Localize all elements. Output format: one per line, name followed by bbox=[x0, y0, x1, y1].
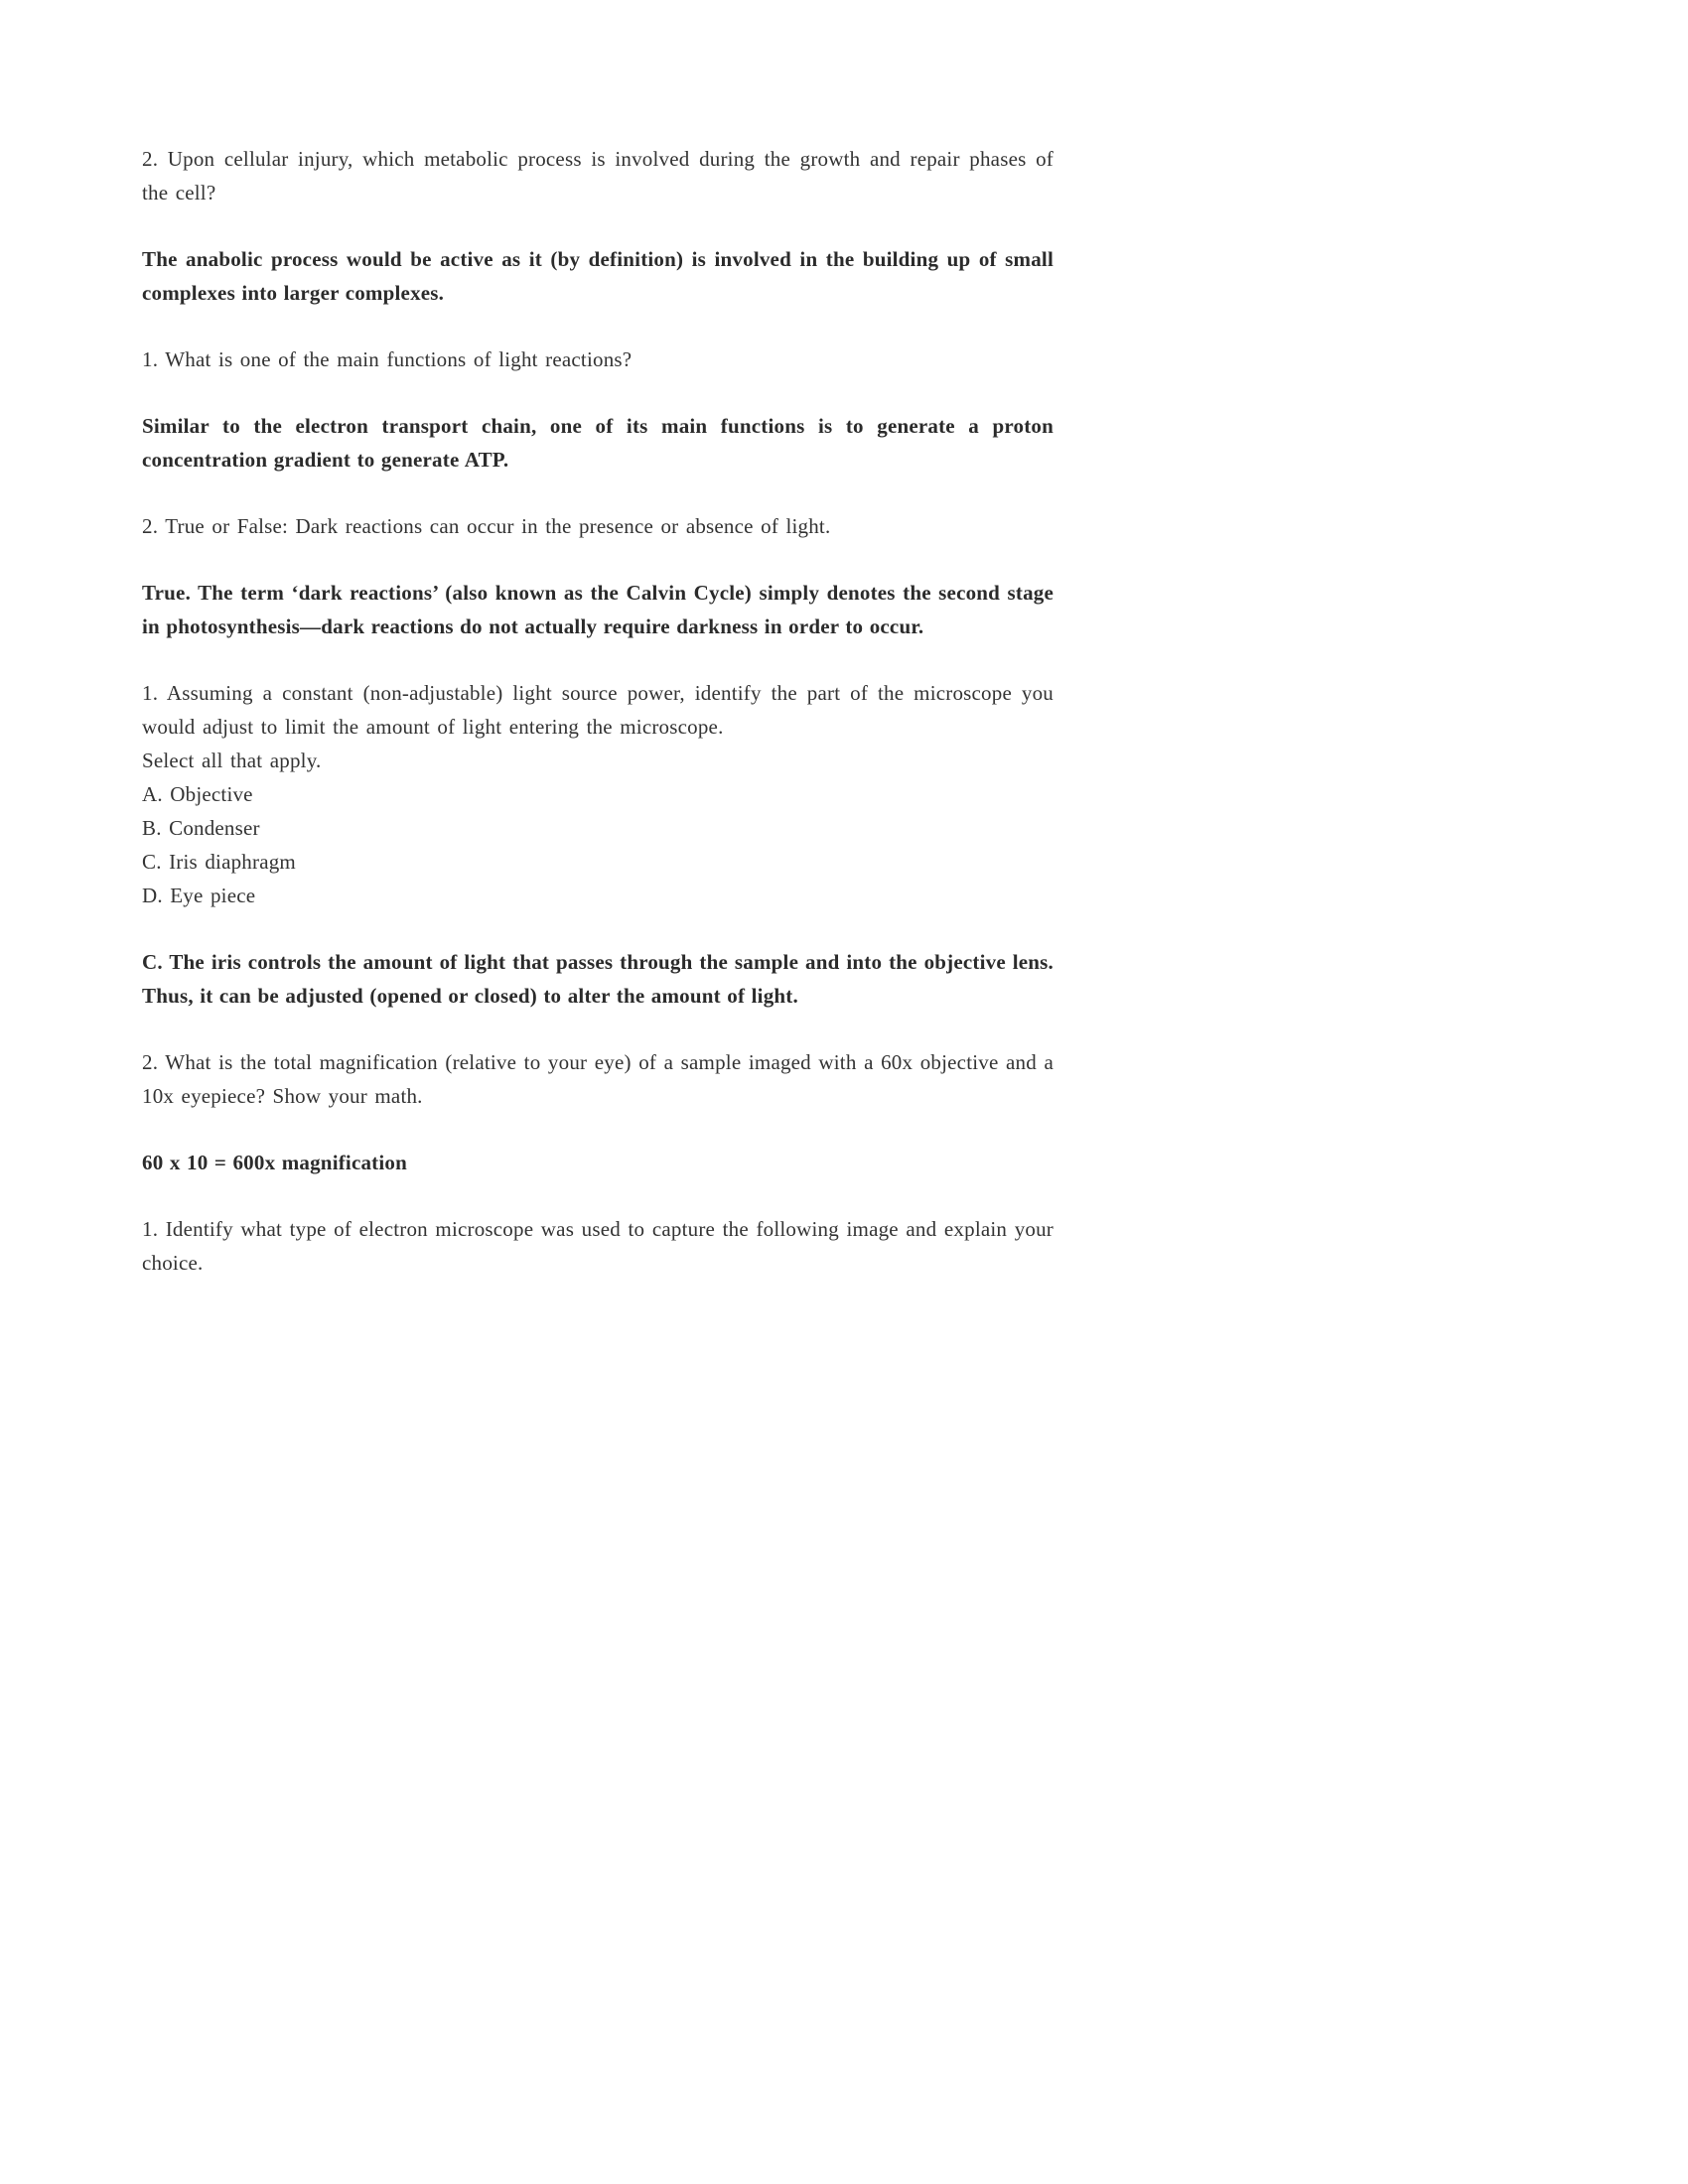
text-line: B. Condenser bbox=[142, 816, 260, 840]
text-line: C. Iris diaphragm bbox=[142, 850, 296, 874]
question-paragraph bbox=[142, 342, 1054, 376]
question-paragraph bbox=[142, 1045, 1054, 1113]
text-line: 2. What is the total magnification (relative to your eye) of a sample imaged with a 60x objective and a 10x eyepiece? Show your math. bbox=[142, 1050, 1054, 1108]
text-line: A. Objective bbox=[142, 782, 253, 806]
text-line: True. The term ‘dark reactions’ (also known as the Calvin Cycle) simply denotes the second stage in photosynthesis—dark reactions do not actually require darkness in order to occur. bbox=[142, 581, 1054, 638]
answer-paragraph bbox=[142, 242, 1054, 310]
question-paragraph bbox=[142, 676, 1054, 912]
text-line: D. Eye piece bbox=[142, 884, 256, 907]
text-line: The anabolic process would be active as it (by definition) is involved in the building up of small complexes into larger complexes. bbox=[142, 247, 1054, 305]
text-line: Select all that apply. bbox=[142, 749, 322, 772]
answer-paragraph bbox=[142, 945, 1054, 1013]
question-paragraph bbox=[142, 1212, 1054, 1280]
answer-paragraph bbox=[142, 1146, 1054, 1179]
question-paragraph bbox=[142, 509, 1054, 543]
text-line: 1. Assuming a constant (non-adjustable) light source power, identify the part of the microscope you would adjust to limit the amount of light entering the microscope. bbox=[142, 681, 1054, 739]
document-page bbox=[142, 142, 1054, 1312]
text-line: C. The iris controls the amount of light that passes through the sample and into the objective lens. Thus, it can be adjusted (opened or closed) to alter the amount of light. bbox=[142, 950, 1054, 1008]
text-line: 1. Identify what type of electron microscope was used to capture the following image and explain your choice. bbox=[142, 1217, 1054, 1275]
text-line: 60 x 10 = 600x magnification bbox=[142, 1151, 407, 1174]
text-line: 1. What is one of the main functions of light reactions? bbox=[142, 347, 633, 371]
text-line: 2. True or False: Dark reactions can occur in the presence or absence of light. bbox=[142, 514, 831, 538]
text-line: 2. Upon cellular injury, which metabolic process is involved during the growth and repair phases of the cell? bbox=[142, 147, 1054, 205]
text-line: Similar to the electron transport chain, one of its main functions is to generate a proton concentration gradient to generate ATP. bbox=[142, 414, 1054, 472]
question-paragraph bbox=[142, 142, 1054, 209]
answer-paragraph bbox=[142, 576, 1054, 643]
answer-paragraph bbox=[142, 409, 1054, 477]
